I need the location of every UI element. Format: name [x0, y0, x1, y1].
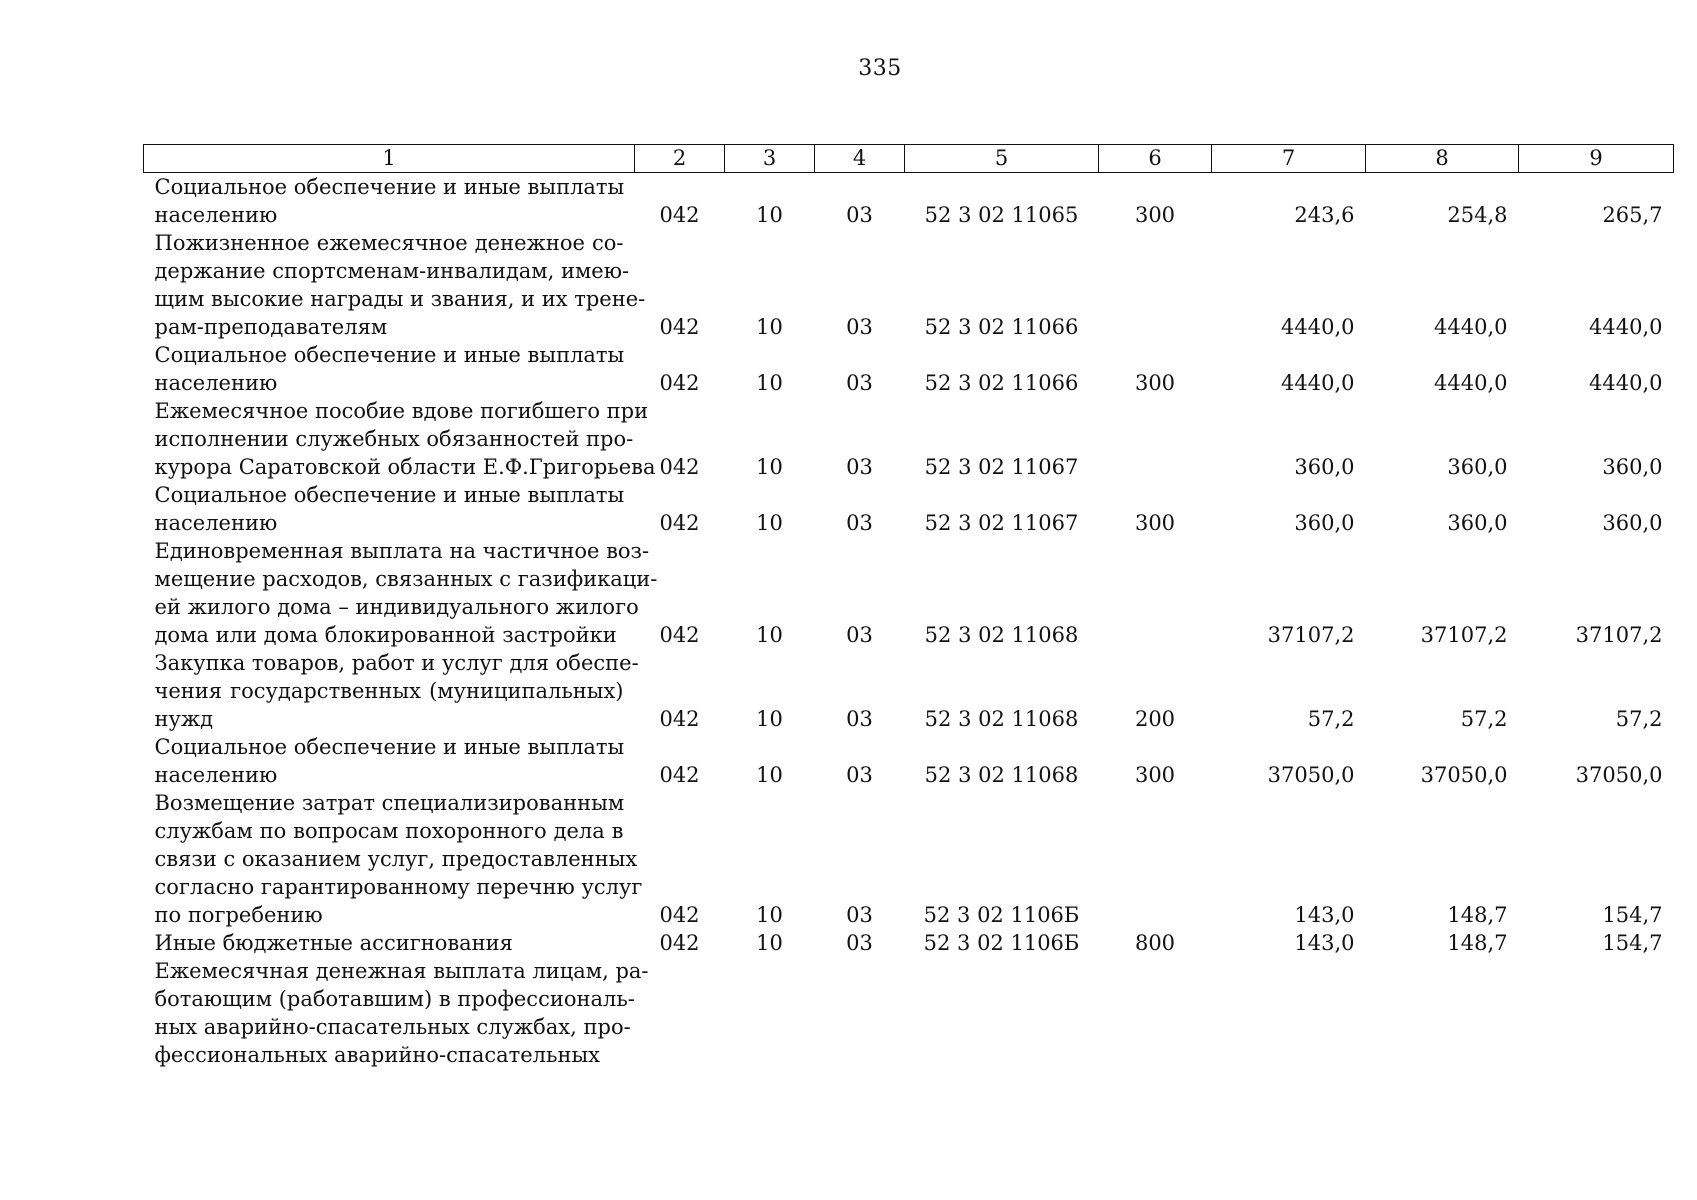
row-admin-code: 042: [659, 511, 700, 535]
row-admin-code: 042: [659, 455, 700, 479]
row-amount-col7: 143,0: [1294, 931, 1355, 955]
description-line: Пожизненное ежемесячное денежное со-: [154, 231, 624, 255]
row-amount-col9: [1519, 957, 1674, 1069]
description-line: дома или дома блокированной застройки: [154, 623, 617, 647]
row-expense-type: 300: [1134, 203, 1176, 227]
table-header: [144, 145, 1674, 173]
row-section: 10: [756, 455, 783, 479]
header-cell-8: 8: [1366, 145, 1519, 173]
description-line: согласно гарантированному перечню услуг: [154, 875, 643, 899]
description-line: курора Саратовской области Е.Ф.Григорьева: [154, 455, 656, 479]
row-amount-col9: 57,2: [1615, 707, 1663, 731]
row-amount-col8: 37107,2: [1420, 623, 1508, 647]
row-description: [144, 789, 643, 929]
row-description: [144, 173, 635, 230]
row-section: 10: [756, 511, 783, 535]
page-number: 335: [858, 56, 902, 81]
row-amount-col8: 360,0: [1447, 511, 1508, 535]
row-amount-col7: 143,0: [1294, 903, 1355, 927]
row-expense-type: 200: [1134, 707, 1176, 731]
row-amount-col7: 4440,0: [1281, 371, 1355, 395]
row-amount-col9: 154,7: [1602, 931, 1663, 955]
row-amount-col9: 37107,2: [1575, 623, 1663, 647]
description-line: ей жилого дома – индивидуального жилого: [154, 595, 639, 619]
table-row: [144, 957, 1674, 1069]
row-expense-type: [1099, 957, 1212, 1069]
table-row: [144, 173, 1674, 230]
description-line: населению: [154, 371, 278, 395]
description-line: службам по вопросам похоронного дела в: [154, 819, 624, 843]
row-amount-col9: 360,0: [1602, 511, 1663, 535]
description-line: по погребению: [154, 903, 323, 927]
row-target-article: 52 3 02 11068: [924, 763, 1079, 787]
row-target-article: 52 3 02 1106Б: [923, 903, 1080, 927]
row-section: [725, 957, 815, 1069]
row-description: [144, 733, 635, 789]
row-expense-type: 300: [1134, 763, 1176, 787]
row-admin-code: 042: [659, 371, 700, 395]
row-amount-col7: 360,0: [1294, 455, 1355, 479]
row-description: [144, 481, 635, 537]
row-target-article: 52 3 02 11067: [924, 455, 1079, 479]
row-amount-col8: 4440,0: [1434, 371, 1508, 395]
row-admin-code: 042: [659, 623, 700, 647]
header-cell-5: 5: [905, 145, 1099, 173]
row-target-article: 52 3 02 11068: [924, 623, 1079, 647]
table-row: [144, 341, 1674, 397]
row-section: 10: [756, 203, 783, 227]
description-line: ботающим (работавшим) в профессиональ-: [154, 987, 635, 1011]
row-amount-col8: 254,8: [1447, 203, 1508, 227]
header-cell-2: 2: [635, 145, 725, 173]
row-amount-col9: 4440,0: [1589, 315, 1663, 339]
table-row: [144, 537, 1674, 649]
row-subsection: [815, 957, 905, 1069]
row-amount-col8: 57,2: [1460, 707, 1508, 731]
description-line: Социальное обеспечение и иные выплаты: [154, 735, 625, 759]
row-admin-code: 042: [659, 763, 700, 787]
row-expense-type: 300: [1134, 511, 1176, 535]
row-amount-col8: [1366, 957, 1519, 1069]
description-line: щим высокие награды и звания, и их трене-: [154, 287, 646, 311]
description-line: чения государственных (муниципальных): [154, 679, 624, 703]
description-line: Социальное обеспечение и иные выплаты: [154, 343, 625, 367]
description-line: Ежемесячное пособие вдове погибшего при: [154, 399, 649, 423]
description-line: фессиональных аварийно-спасательных: [154, 1043, 601, 1067]
description-line: держание спортсменам-инвалидам, имею-: [154, 259, 630, 283]
row-target-article: 52 3 02 11065: [924, 203, 1079, 227]
row-amount-col7: [1212, 957, 1366, 1069]
description-line: ных аварийно-спасательных службах, про-: [154, 1015, 631, 1039]
description-line: нужд: [154, 707, 214, 731]
row-admin-code: 042: [659, 903, 700, 927]
row-amount-col7: 37107,2: [1267, 623, 1355, 647]
budget-table: [143, 144, 1674, 1069]
row-subsection: 03: [846, 623, 873, 647]
row-section: 10: [756, 707, 783, 731]
row-subsection: 03: [846, 455, 873, 479]
row-description: [144, 229, 646, 341]
row-description: [144, 397, 656, 481]
row-admin-code: 042: [659, 931, 700, 955]
description-line: связи с оказанием услуг, предоставленных: [154, 847, 638, 871]
header-cell-9: 9: [1519, 145, 1674, 173]
row-description: [144, 649, 639, 733]
row-target-article: 52 3 02 11066: [924, 371, 1079, 395]
row-amount-col7: 57,2: [1307, 707, 1355, 731]
row-amount-col9: 4440,0: [1589, 371, 1663, 395]
row-section: 10: [756, 763, 783, 787]
header-cell-3: 3: [725, 145, 815, 173]
description-line: Иные бюджетные ассигнования: [154, 931, 513, 955]
row-expense-type: [1099, 537, 1212, 649]
table-row: [144, 733, 1674, 789]
description-line: населению: [154, 763, 278, 787]
row-subsection: 03: [846, 371, 873, 395]
description-line: рам-преподавателям: [154, 315, 388, 339]
row-admin-code: 042: [659, 203, 700, 227]
row-amount-col9: 37050,0: [1575, 763, 1663, 787]
row-target-article: 52 3 02 11068: [924, 707, 1079, 731]
row-subsection: 03: [846, 931, 873, 955]
row-description: [144, 929, 635, 957]
row-subsection: 03: [846, 763, 873, 787]
description-line: Ежемесячная денежная выплата лицам, ра-: [154, 959, 649, 983]
header-cell-6: 6: [1099, 145, 1212, 173]
row-expense-type: 300: [1134, 371, 1176, 395]
description-line: мещение расходов, связанных с газификаци-: [154, 567, 658, 591]
row-amount-col8: 37050,0: [1420, 763, 1508, 787]
row-admin-code: 042: [659, 707, 700, 731]
row-subsection: 03: [846, 203, 873, 227]
row-subsection: 03: [846, 903, 873, 927]
row-amount-col8: 148,7: [1447, 903, 1508, 927]
row-section: 10: [756, 371, 783, 395]
description-line: Закупка товаров, работ и услуг для обеспе-: [154, 651, 639, 675]
table-row: [144, 397, 1674, 481]
row-section: 10: [756, 315, 783, 339]
header-row: [144, 145, 1674, 173]
row-amount-col7: 360,0: [1294, 511, 1355, 535]
row-description: [144, 341, 635, 397]
row-target-article: 52 3 02 1106Б: [923, 931, 1080, 955]
table-row: [144, 229, 1674, 341]
row-expense-type: [1099, 229, 1212, 341]
header-cell-7: 7: [1212, 145, 1366, 173]
row-amount-col7: 37050,0: [1267, 763, 1355, 787]
description-line: населению: [154, 511, 278, 535]
description-line: Единовременная выплата на частичное воз-: [154, 539, 650, 563]
row-amount-col9: 265,7: [1602, 203, 1663, 227]
table-body: [144, 173, 1674, 1070]
row-expense-type: [1099, 397, 1212, 481]
description-line: населению: [154, 203, 278, 227]
row-section: 10: [756, 903, 783, 927]
row-amount-col8: 148,7: [1447, 931, 1508, 955]
row-amount-col9: 360,0: [1602, 455, 1663, 479]
row-subsection: 03: [846, 315, 873, 339]
row-section: 10: [756, 623, 783, 647]
row-expense-type: [1099, 789, 1212, 929]
row-subsection: 03: [846, 707, 873, 731]
table-row: [144, 929, 1674, 957]
row-amount-col8: 360,0: [1447, 455, 1508, 479]
description-line: Социальное обеспечение и иные выплаты: [154, 175, 625, 199]
row-target-article: [905, 957, 1099, 1069]
row-amount-col9: 154,7: [1602, 903, 1663, 927]
header-cell-4: 4: [815, 145, 905, 173]
row-amount-col7: 4440,0: [1281, 315, 1355, 339]
table-row: [144, 649, 1674, 733]
description-line: Социальное обеспечение и иные выплаты: [154, 483, 625, 507]
row-target-article: 52 3 02 11066: [924, 315, 1079, 339]
row-description: [144, 957, 649, 1069]
row-amount-col8: 4440,0: [1434, 315, 1508, 339]
table-row: [144, 481, 1674, 537]
header-cell-1: 1: [144, 145, 635, 173]
row-subsection: 03: [846, 511, 873, 535]
row-admin-code: 042: [659, 315, 700, 339]
description-line: исполнении служебных обязанностей про-: [154, 427, 634, 451]
row-section: 10: [756, 931, 783, 955]
row-description: [144, 537, 658, 649]
table-row: [144, 789, 1674, 929]
row-target-article: 52 3 02 11067: [924, 511, 1079, 535]
row-amount-col7: 243,6: [1294, 203, 1355, 227]
description-line: Возмещение затрат специализированным: [154, 791, 625, 815]
row-expense-type: 800: [1134, 931, 1176, 955]
